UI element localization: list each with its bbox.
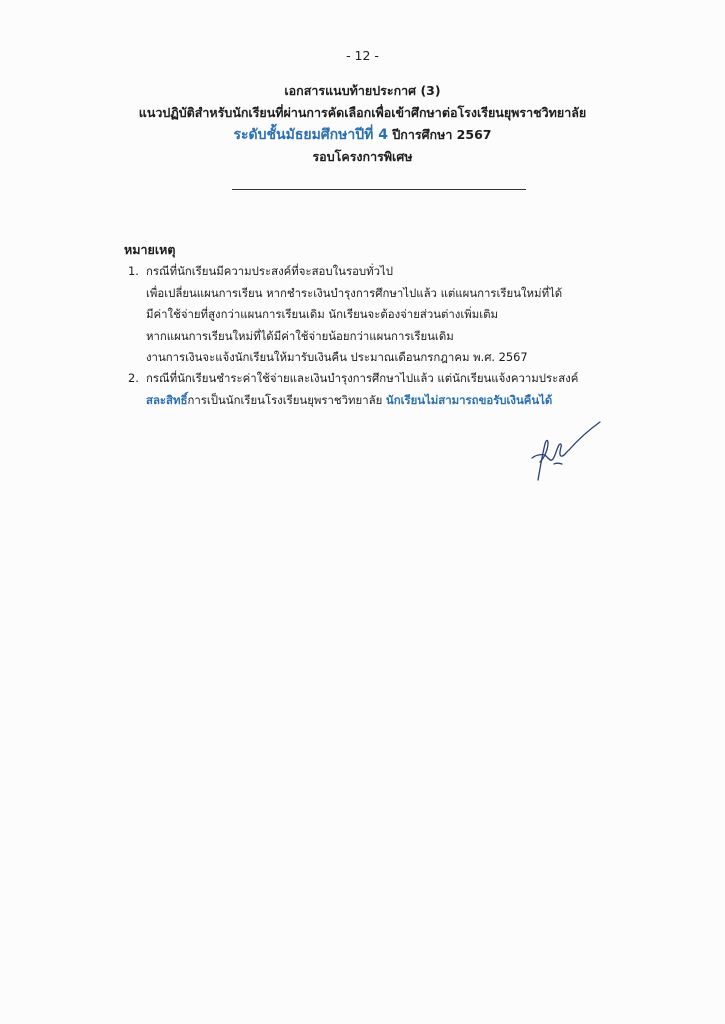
header-round: รอบโครงการพิเศษ bbox=[312, 149, 413, 164]
header-grade-highlight: ระดับชั้นมัธยมศึกษาปีที่ 4 bbox=[233, 127, 388, 143]
note-line: กรณีที่นักเรียนชำระค่าใช้จ่ายและเงินบำรุงการศึกษาไปแล้ว แต่นักเรียนแจ้งความประสงค์ bbox=[146, 371, 579, 386]
no-refund-highlight: นักเรียนไม่สามารถขอรับเงินคืนได้ bbox=[385, 392, 553, 407]
note-line: งานการเงินจะแจ้งนักเรียนให้มารับเงินคืน ประมาณเดือนกรกฎาคม พ.ศ. 2567 bbox=[146, 350, 528, 365]
note-line-with-highlights bbox=[146, 390, 604, 411]
header-attachment-title: เอกสารแนบท้ายประกาศ (3) bbox=[284, 83, 441, 98]
note-line: กรณีที่นักเรียนมีความประสงค์ที่จะสอบในรอบทั่วไป bbox=[146, 264, 394, 279]
header-guideline-title: แนวปฏิบัติสำหรับนักเรียนที่ผ่านการคัดเลือกเพื่อเข้าศึกษาต่อโรงเรียนยุพราชวิทยาลัย bbox=[138, 105, 587, 120]
notes-section bbox=[124, 239, 604, 411]
header-divider bbox=[232, 189, 526, 190]
page-number: - 12 - bbox=[346, 48, 379, 63]
note-number: 1. bbox=[128, 264, 139, 279]
note-line: หากแผนการเรียนใหม่ที่ได้มีค่าใช้จ่ายน้อยกว่าแผนการเรียนเดิม bbox=[146, 328, 454, 343]
note-item-1 bbox=[124, 261, 604, 368]
header-grade-line bbox=[0, 124, 725, 146]
note-line: เพื่อเปลี่ยนแผนการเรียน หากชำระเงินบำรุงการศึกษาไปแล้ว แต่แผนการเรียนใหม่ที่ได้ bbox=[146, 285, 563, 300]
note-number: 2. bbox=[128, 371, 139, 386]
document-header bbox=[0, 80, 725, 168]
note-line-middle: การเป็นนักเรียนโรงเรียนยุพราชวิทยาลัย bbox=[187, 392, 386, 407]
note-line: มีค่าใช้จ่ายที่สูงกว่าแผนการเรียนเดิม นักเรียนจะต้องจ่ายส่วนต่างเพิ่มเติม bbox=[146, 307, 499, 322]
notes-title: หมายเหตุ bbox=[124, 242, 176, 257]
signature-icon bbox=[526, 414, 606, 486]
note-item-2 bbox=[124, 368, 604, 411]
waive-rights-highlight: สละสิทธิ์ bbox=[146, 392, 188, 407]
header-academic-year: ปีการศึกษา 2567 bbox=[387, 127, 492, 142]
